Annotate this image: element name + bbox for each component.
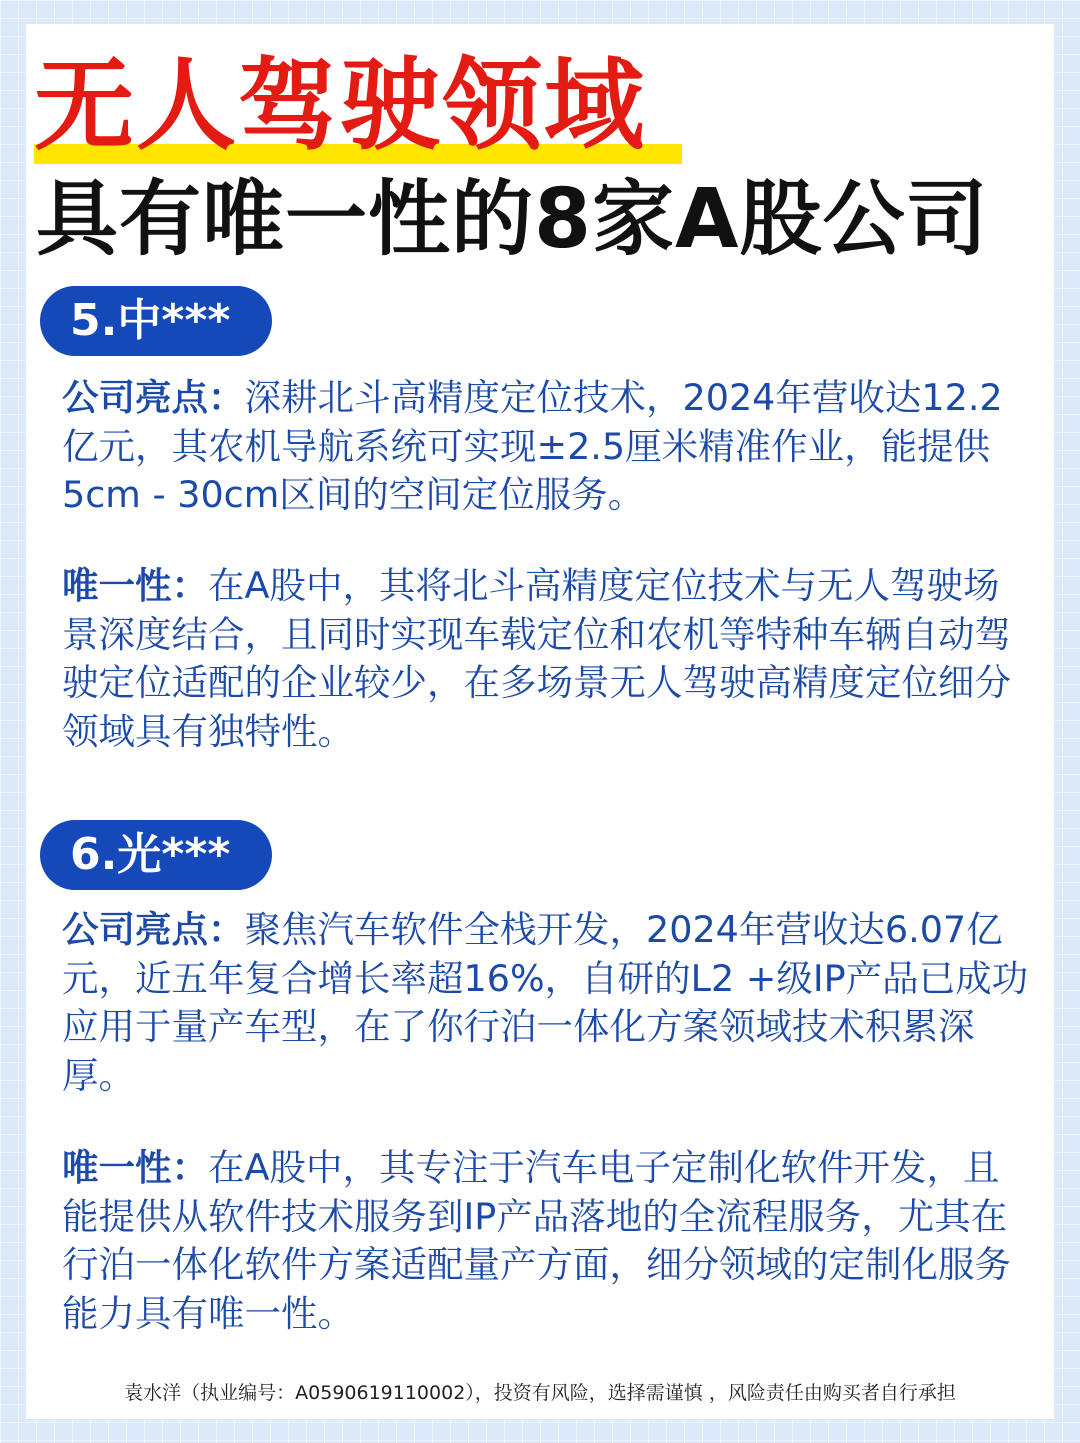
highlight-label: 公司亮点： xyxy=(62,376,245,419)
page-subtitle: 具有唯一性的8家A股公司 xyxy=(36,172,989,267)
disclaimer-footer: 袁水洋（执业编号：A0590619110002），投资有风险，选择需谨慎 ，风险责任由购买者自行承担 xyxy=(124,1382,956,1404)
highlight-text: 聚焦汽车软件全栈开发，2024年营收达6.07亿元，近五年复合增长率超16%，自研的L2 +级IP产品已成功应用于量产车型，在了你行泊一体化方案领域技术积累深厚。 xyxy=(62,908,1029,1097)
uniqueness-label: 唯一性： xyxy=(62,564,208,607)
section-6-uniqueness xyxy=(62,1144,1032,1338)
section-badge-5: 5.中*** xyxy=(40,286,272,356)
highlight-label: 公司亮点： xyxy=(62,908,245,951)
highlight-text: 深耕北斗高精度定位技术，2024年营收达12.2亿元，其农机导航系统可实现±2.5厘米精准作业，能提供5cm - 30cm区间的空间定位服务。 xyxy=(62,376,1003,516)
uniqueness-text: 在A股中，其专注于汽车电子定制化软件开发，且能提供从软件技术服务到IP产品落地的全流程服务，尤其在行泊一体化软件方案适配量产方面，细分领域的定制化服务能力具有唯一性。 xyxy=(62,1146,1011,1335)
uniqueness-label: 唯一性： xyxy=(62,1146,208,1189)
section-6-highlight xyxy=(62,906,1032,1100)
section-5-uniqueness xyxy=(62,562,1032,756)
section-badge-6: 6.光*** xyxy=(40,820,272,890)
uniqueness-text: 在A股中，其将北斗高精度定位技术与无人驾驶场景深度结合，且同时实现车载定位和农机等特种车辆自动驾驶定位适配的企业较少，在多场景无人驾驶高精度定位细分领域具有独特性。 xyxy=(62,564,1011,753)
page-title: 无人驾驶领域 xyxy=(34,47,646,164)
section-5-highlight xyxy=(62,374,1032,520)
title-block xyxy=(34,47,646,164)
